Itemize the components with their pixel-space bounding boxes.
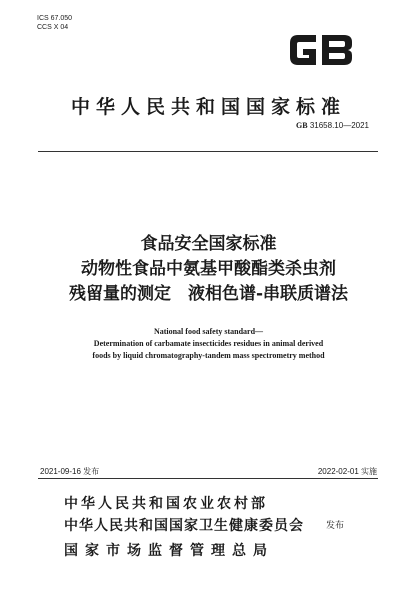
title-cn-line-3: 残留量的测定 液相色谱-串联质谱法 [68, 284, 349, 304]
gb-logo-text: GB [321, 69, 323, 70]
title-en-line-1: National food safety standard— [153, 327, 264, 336]
title-en [0, 326, 417, 362]
classification-codes [37, 14, 72, 32]
implement-date: 2022-02-01 实施 [317, 467, 377, 476]
standard-number [296, 121, 369, 130]
ics-code: ICS 67.050 [37, 15, 73, 22]
issue-date: 2021-09-16 发布 [40, 467, 100, 476]
top-divider [38, 151, 378, 152]
issuer-2: 中华人民共和国国家卫生健康委员会 [64, 518, 304, 534]
ccs-code: CCS X 04 [37, 24, 69, 31]
title-en-line-2: Determination of carbamate insecticides residues in animal derived [93, 339, 324, 348]
standard-type-title: 中华人民共和国国家标准 [70, 96, 346, 118]
title-cn-line-2: 动物性食品中氨基甲酸酯类杀虫剂 [81, 259, 336, 279]
bottom-divider [38, 478, 378, 479]
title-en-line-3: foods by liquid chromatography-tandem mass spectrometry method [92, 351, 325, 360]
standard-number-prefix: GB [296, 121, 308, 130]
gb-logo [286, 29, 356, 71]
issuer-3: 国家市场监督管理总局 [64, 543, 274, 559]
standard-number-value: 31658.10—2021 [309, 121, 369, 130]
title-cn-line-1: 食品安全国家标准 [140, 234, 277, 254]
issuer-1: 中华人民共和国农业农村部 [64, 496, 268, 512]
publish-label: 发布 [326, 521, 345, 531]
